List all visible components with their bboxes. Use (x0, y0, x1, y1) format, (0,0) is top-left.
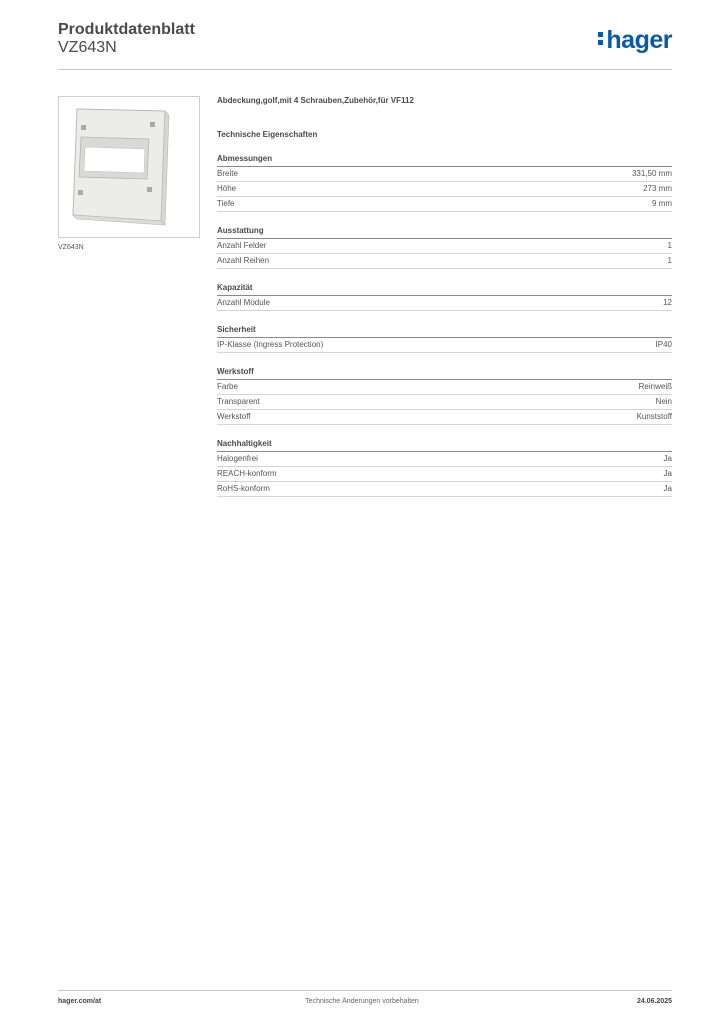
property-row (217, 380, 672, 395)
document-title: Produktdatenblatt (58, 21, 195, 38)
property-value: Ja (663, 454, 672, 463)
property-label: Anzahl Felder (217, 241, 267, 250)
product-image (58, 96, 200, 238)
property-row (217, 410, 672, 425)
property-groups (217, 154, 672, 497)
hager-logo (598, 26, 672, 54)
property-row (217, 239, 672, 254)
property-row (217, 467, 672, 482)
header-divider (58, 69, 672, 70)
group-title: Sicherheit (217, 325, 672, 338)
property-value: 1 (667, 241, 672, 250)
property-value: 273 mm (643, 184, 672, 193)
property-group (217, 367, 672, 425)
property-value: 1 (667, 256, 672, 265)
property-label: Transparent (217, 397, 260, 406)
property-group (217, 226, 672, 269)
image-caption: VZ643N (58, 244, 84, 251)
property-value: 9 mm (652, 199, 672, 208)
property-value: 331,50 mm (631, 169, 672, 178)
property-row (217, 338, 672, 353)
footer-divider (58, 990, 672, 991)
cover-plate-illustration (59, 97, 199, 237)
group-title: Abmessungen (217, 154, 672, 167)
property-row (217, 482, 672, 497)
footer-date: 24.06.2025 (636, 998, 672, 1005)
property-row (217, 395, 672, 410)
property-value: Reinweiß (638, 382, 672, 391)
footer-website[interactable]: hager.com/at (58, 998, 102, 1005)
property-label: Halogenfrei (217, 454, 258, 463)
property-label: RoHS-konform (217, 484, 270, 493)
technical-properties-heading: Technische Eigenschaften (217, 130, 318, 139)
property-row (217, 452, 672, 467)
group-title: Nachhaltigkeit (217, 439, 672, 452)
property-label: REACH-konform (217, 469, 277, 478)
property-label: Werkstoff (217, 412, 251, 421)
property-label: Tiefe (217, 199, 235, 208)
footer-note: Technische Änderungen vorbehalten (305, 998, 419, 1005)
property-label: Höhe (217, 184, 237, 193)
property-label: Anzahl Reihen (217, 256, 270, 265)
property-group (217, 325, 672, 353)
property-label: Anzahl Module (217, 298, 270, 307)
product-description: Abdeckung,golf,mit 4 Schrauben,Zubehör,für VF112 (217, 96, 414, 105)
product-details (217, 96, 672, 497)
property-value: Nein (655, 397, 672, 406)
property-label: IP-Klasse (Ingress Protection) (217, 340, 324, 349)
property-value: Kunststoff (636, 412, 672, 421)
product-code: VZ643N (58, 39, 117, 56)
property-value: IP40 (655, 340, 672, 349)
property-value: Ja (663, 469, 672, 478)
property-value: Ja (663, 484, 672, 493)
property-row (217, 254, 672, 269)
property-row (217, 296, 672, 311)
property-value: 12 (663, 298, 672, 307)
property-group (217, 439, 672, 497)
logo-text: hager (606, 26, 672, 54)
property-label: Farbe (217, 382, 238, 391)
property-label: Breite (217, 169, 238, 178)
property-row (217, 197, 672, 212)
logo-dots-icon (598, 28, 605, 48)
property-group (217, 283, 672, 311)
property-row (217, 182, 672, 197)
group-title: Kapazität (217, 283, 672, 296)
property-row (217, 167, 672, 182)
group-title: Werkstoff (217, 367, 672, 380)
group-title: Ausstattung (217, 226, 672, 239)
property-group (217, 154, 672, 212)
